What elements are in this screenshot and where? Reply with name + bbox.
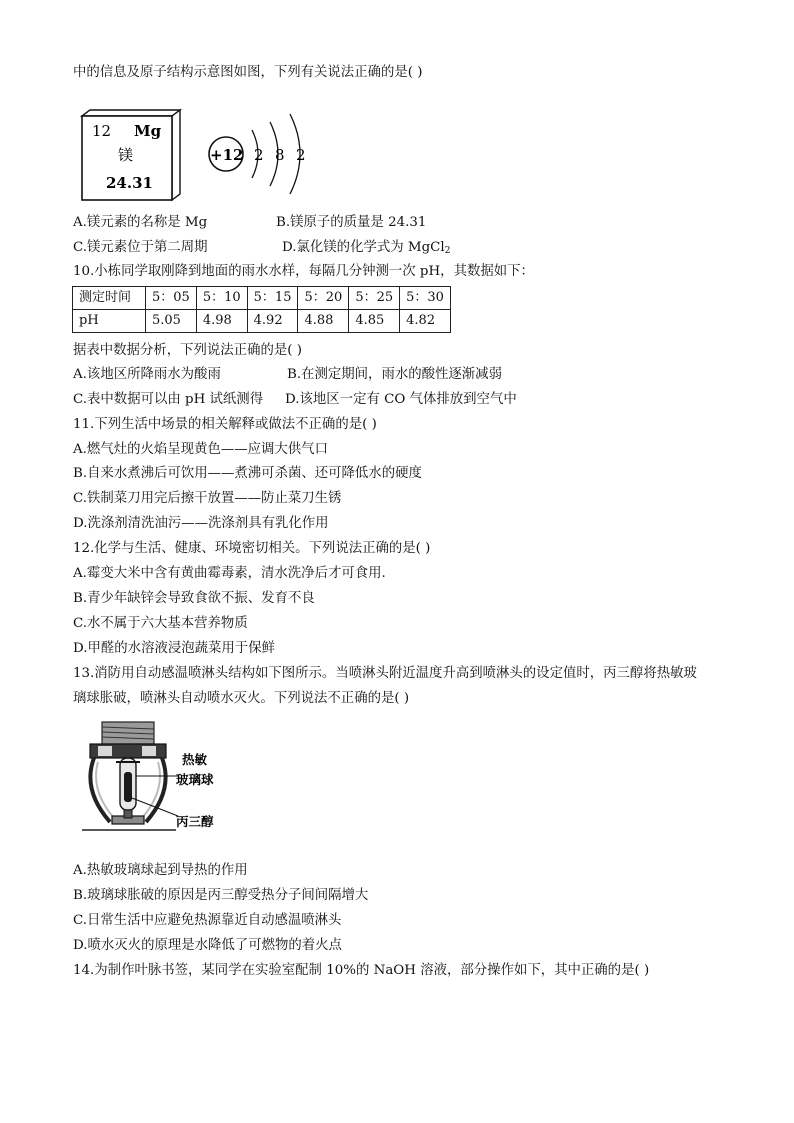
- glycerol-liquid: [124, 772, 132, 802]
- label-glycerol: 丙三醇: [176, 814, 214, 829]
- nucleus-charge: +12: [210, 146, 244, 164]
- table-cell: 5：20: [298, 287, 349, 310]
- q10-prompt: 据表中数据分析，下列说法正确的是( ): [73, 343, 302, 358]
- q11-option-b: B.自来水煮沸后可饮用——煮沸可杀菌、还可降低水的硬度: [73, 466, 422, 481]
- ph-data-table: [72, 286, 451, 333]
- shell-1-electrons: 2: [254, 146, 264, 164]
- q12-option-b: B.青少年缺锌会导致食欲不振、发育不良: [73, 591, 315, 606]
- card-side-face: [172, 110, 180, 200]
- table-cell: 5：30: [400, 287, 451, 310]
- q10-option-c: C.表中数据可以由 pH 试纸测得: [73, 392, 264, 407]
- magnesium-element-figure: [80, 108, 320, 202]
- q10-stem: 10.小栋同学取刚降到地面的雨水水样，每隔几分钟测一次 pH，其数据如下：: [73, 264, 534, 279]
- table-cell: 4.92: [247, 310, 298, 333]
- q12-option-d: D.甲醛的水溶液浸泡蔬菜用于保鲜: [73, 641, 275, 656]
- table-cell: 5.05: [146, 310, 197, 333]
- q11-option-a: A.燃气灶的火焰呈现黄色——应调大供气口: [73, 442, 328, 457]
- table-cell: 测定时间: [73, 287, 146, 310]
- q11-option-c: C.铁制菜刀用完后擦干放置——防止菜刀生锈: [73, 491, 342, 506]
- table-cell: 5：15: [247, 287, 298, 310]
- table-cell: 4.82: [400, 310, 451, 333]
- label-glass-bulb: 玻璃球: [176, 772, 214, 787]
- q9-option-b: B.镁原子的质量是 24.31: [276, 215, 427, 230]
- q12-option-c: C.水不属于六大基本营养物质: [73, 616, 248, 631]
- q10-option-b: B.在测定期间，雨水的酸性逐渐减弱: [287, 367, 502, 382]
- element-name: 镁: [118, 146, 134, 164]
- q14-stem: 14.为制作叶脉书签，某同学在实验室配制 10%的 NaOH 溶液，部分操作如下，其中正确的是( ): [73, 963, 650, 978]
- sprinkler-frame-right: [146, 758, 166, 822]
- label-heat-sensitive: 热敏: [182, 752, 208, 767]
- q10-option-a: A.该地区所降雨水为酸雨: [73, 367, 221, 382]
- shell-3-electrons: 2: [296, 146, 306, 164]
- q13-option-c: C.日常生活中应避免热源靠近自动感温喷淋头: [73, 913, 342, 928]
- atomic-mass: 24.31: [106, 174, 153, 192]
- table-cell: 5：05: [146, 287, 197, 310]
- q12-stem: 12.化学与生活、健康、环境密切相关。下列说法正确的是( ): [73, 541, 431, 556]
- element-symbol: Mg: [134, 122, 162, 140]
- q13-option-a: A.热敏玻璃球起到导热的作用: [73, 863, 248, 878]
- table-cell: 4.85: [349, 310, 400, 333]
- q13-stem-line-1: 13.消防用自动感温喷淋头结构如下图所示。当喷淋头附近温度升高到喷淋头的设定值时，丙三醇将热敏玻: [73, 666, 697, 681]
- card-top-face: [82, 110, 180, 116]
- table-row: [73, 310, 451, 333]
- q13-option-d: D.喷水灭火的原理是水降低了可燃物的着火点: [73, 938, 342, 953]
- table-row: [73, 287, 451, 310]
- sprinkler-frame-left: [90, 758, 110, 822]
- q11-option-d: D.洗涤剂清洗油污——洗涤剂具有乳化作用: [73, 516, 329, 531]
- q9-option-a: A.镁元素的名称是 Mg: [73, 215, 208, 230]
- q12-option-a: A.霉变大米中含有黄曲霉毒素，清水洗净后才可食用.: [73, 566, 386, 581]
- table-cell: 4.98: [196, 310, 247, 333]
- sprinkler-head-figure: [76, 718, 296, 842]
- q13-stem-line-2: 璃球胀破，喷淋头自动喷水灭火。下列说法不正确的是( ): [73, 691, 410, 706]
- q9-stem: 中的信息及原子结构示意图如图，下列有关说法正确的是( ): [73, 65, 423, 80]
- q13-option-b: B.玻璃球胀破的原因是丙三醇受热分子间间隔增大: [73, 888, 369, 903]
- table-cell: pH: [73, 310, 146, 333]
- table-cell: 5：10: [196, 287, 247, 310]
- table-cell: 5：25: [349, 287, 400, 310]
- shell-2-electrons: 8: [275, 146, 285, 164]
- q11-stem: 11.下列生活中场景的相关解释或做法不正确的是( ): [73, 417, 377, 432]
- q9-option-d: D.氯化镁的化学式为 MgCl$_2$: [282, 240, 451, 256]
- q10-option-d: D.该地区一定有 CO 气体排放到空气中: [285, 392, 517, 407]
- q9-option-c: C.镁元素位于第二周期: [73, 240, 208, 255]
- atomic-number: 12: [92, 122, 112, 140]
- table-cell: 4.88: [298, 310, 349, 333]
